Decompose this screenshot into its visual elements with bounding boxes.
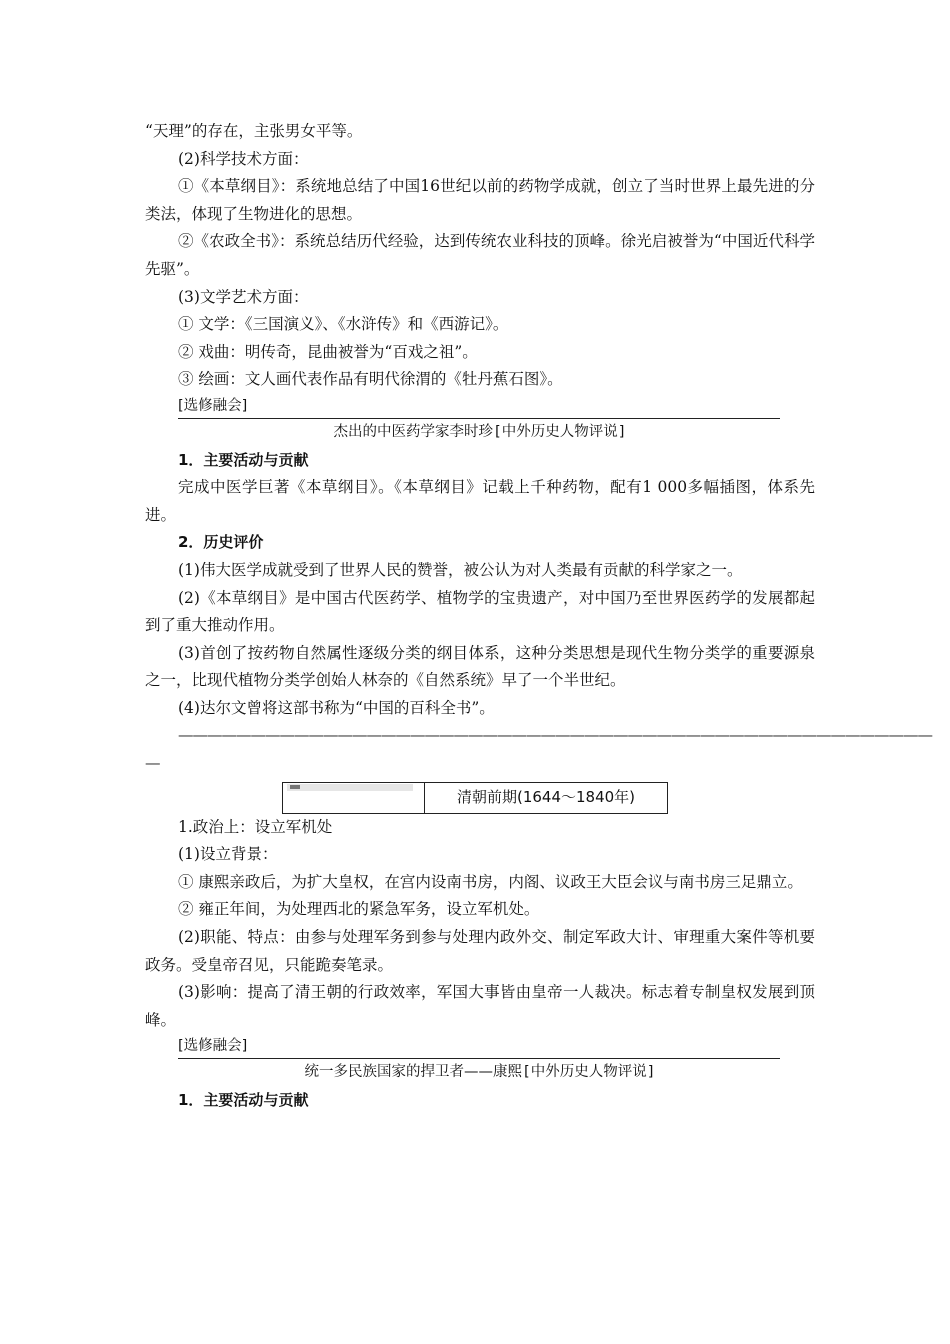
paragraph-literature: ① 文学：《三国演义》、《水浒传》和《西游记》。 xyxy=(178,315,509,334)
heading-activities-2: 1．主要活动与贡献 xyxy=(178,1091,309,1109)
era-title-box xyxy=(282,782,668,814)
title-main: 杰出的中医药学家李时珍 xyxy=(333,423,494,440)
paragraph-opera: ② 戏曲：明传奇，昆曲被誉为“百戏之祖”。 xyxy=(178,342,478,361)
paragraph-painting: ③ 绘画：文人画代表作品有明代徐渭的《牡丹蕉石图》。 xyxy=(178,370,563,389)
paragraph-functions: (2)职能、特点：由参与处理军务到参与处理内政外交、制定军政大计、审理重大案件等机要政务。受皇帝召见，只能跪奏笔录。 xyxy=(145,928,815,974)
heading-background: (1)设立背景： xyxy=(178,845,278,864)
heading-activities-1: 1．主要活动与贡献 xyxy=(178,450,309,469)
title-main: 统一多民族国家的捍卫者——康熙 xyxy=(304,1064,523,1081)
paragraph-eval-1: (1)伟大医学成就受到了世界人民的赞誉，被公认为对人类最有贡献的科学家之一。 xyxy=(178,560,743,579)
dash-divider: ———————————————————————————————————————————————————— xyxy=(178,726,932,745)
paragraph-nongzheng: ②《农政全书》：系统总结历代经验，达到传统农业科技的顶峰。徐光启被誉为“中国近代科学先驱”。 xyxy=(145,232,815,278)
document-body xyxy=(145,118,932,1115)
heading-junjichu: 1.政治上：设立军机处 xyxy=(178,817,333,836)
era-box-left-cell xyxy=(283,783,425,813)
paragraph-bencao-work: 完成中医学巨著《本草纲目》。《本草纲目》记载上千种药物，配有1 000多幅插图，体系先进。 xyxy=(145,478,815,524)
heading-science-tech: (2)科学技术方面： xyxy=(178,149,309,168)
era-box-placeholder-bar xyxy=(287,784,413,791)
elective-label-2: [选修融会] xyxy=(178,1034,780,1059)
title-bracket: [中外历史人物评说] xyxy=(522,1064,656,1081)
paragraph-eval-3: (3)首创了按药物自然属性逐级分类的纲目体系，这种分类思想是现代生物分类学的重要源泉之一，比现代植物分类学创始人林奈的《自然系统》早了一个半世纪。 xyxy=(145,643,815,690)
era-title: 清朝前期(1644～1840年) xyxy=(456,787,636,806)
era-box-placeholder-mark xyxy=(290,785,300,789)
section-title-kangxi xyxy=(145,1059,815,1087)
heading-evaluation: 2．历史评价 xyxy=(178,533,264,552)
paragraph-yongzheng: ② 雍正年间，为处理西北的紧急军务，设立军机处。 xyxy=(178,900,540,919)
title-bracket: [中外历史人物评说] xyxy=(493,423,627,440)
section-title-lishizhen xyxy=(145,419,815,447)
paragraph-eval-2: (2)《本草纲目》是中国古代医药学、植物学的宝贵遗产，对中国乃至世界医药学的发展都起到了重大推动作用。 xyxy=(145,588,815,635)
paragraph-eval-4: (4)达尔文曾将这部书称为“中国的百科全书”。 xyxy=(178,698,495,717)
paragraph-impact: (3)影响：提高了清王朝的行政效率，军国大事皆由皇帝一人裁决。标志着专制皇权发展到顶峰。 xyxy=(145,983,815,1029)
dash-divider-tail: — xyxy=(145,754,161,773)
heading-literature-art: (3)文学艺术方面： xyxy=(178,287,309,306)
paragraph-tianli: “天理”的存在，主张男女平等。 xyxy=(145,122,363,140)
elective-label-1: [选修融会] xyxy=(178,394,780,419)
paragraph-kangxi-nanshufang: ① 康熙亲政后，为扩大皇权，在宫内设南书房，内阁、议政王大臣会议与南书房三足鼎立。 xyxy=(178,872,803,891)
paragraph-bencao: ①《本草纲目》：系统地总结了中国16世纪以前的药物学成就，创立了当时世界上最先进的分类法，体现了生物进化的思想。 xyxy=(145,177,815,223)
